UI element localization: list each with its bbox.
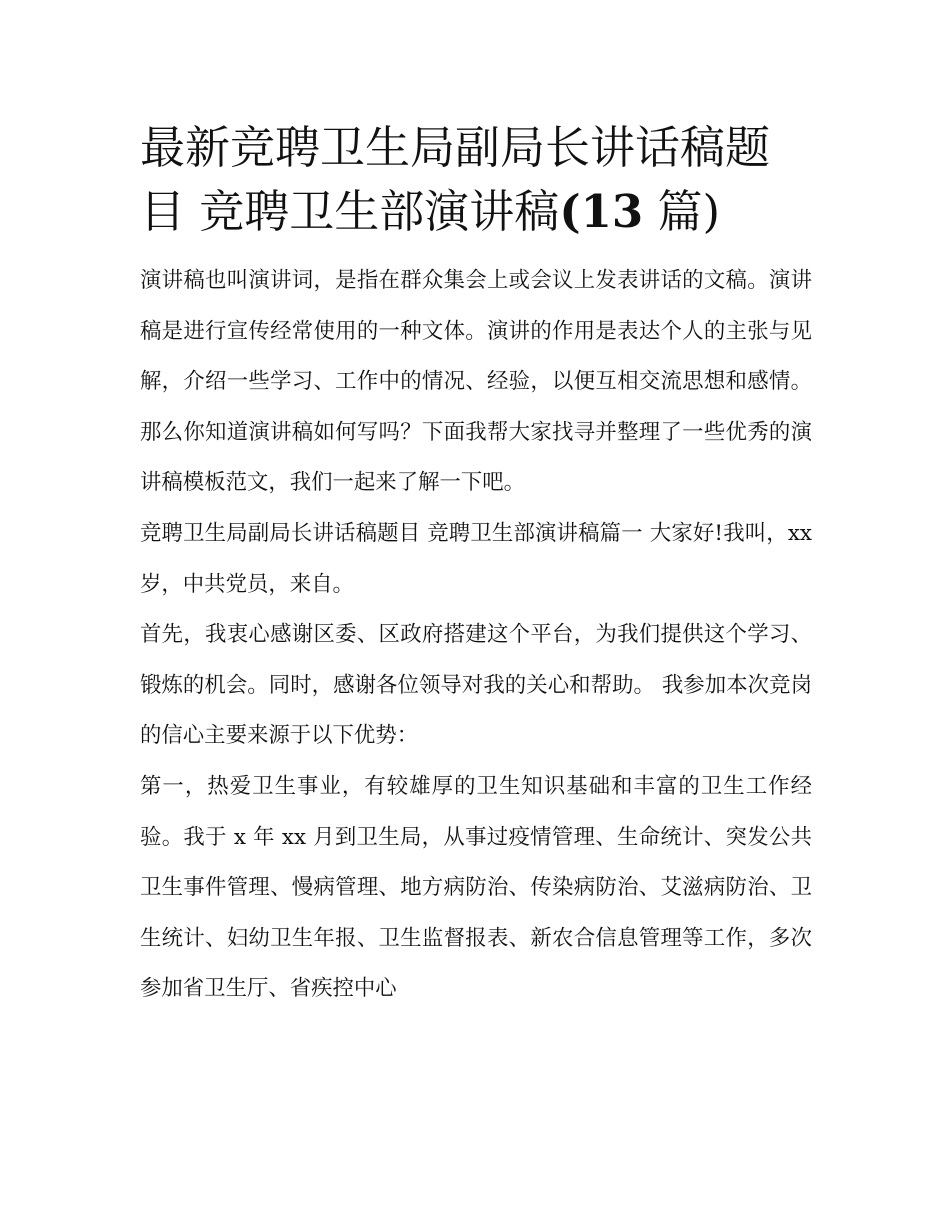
paragraph-intro: 演讲稿也叫演讲词，是指在群众集会上或会议上发表讲话的文稿。演讲稿是进行宣传经常使用的一种文体。演讲的作用是表达个人的主张与见解，介绍一些学习、工作中的情况、经验，以便互相交流思想和感情。那么你知道演讲稿如何写吗？下面我帮大家找寻并整理了一些优秀的演讲稿模板范文，我们一起来了解一下吧。 — [140, 268, 812, 496]
document-title — [140, 116, 812, 244]
paragraph-first-advantage: 第一，热爱卫生事业，有较雄厚的卫生知识基础和丰富的卫生工作经验。我于 x 年 xx 月到卫生局，从事过疫情管理、生命统计、突发公共卫生事件管理、慢病管理、地方病防治、传染病防治、艾滋病防治、卫生统计、妇幼卫生年报、卫生监督报表、新农合信息管理等工作，多次参加省卫生厅、省疾控中心 — [140, 773, 812, 1002]
document-body — [140, 116, 812, 1015]
title-text: 最新竞聘卫生局副局长讲话稿题目 竞聘卫生部演讲稿 — [140, 121, 771, 238]
paragraph-greeting: 竞聘卫生局副局长讲话稿题目 竞聘卫生部演讲稿篇一 大家好!我叫，xx 岁，中共党员，来自。 — [140, 520, 812, 597]
title-count: (13 — [559, 185, 644, 238]
paragraph-thanks: 首先，我衷心感谢区委、区政府搭建这个平台，为我们提供这个学习、锻炼的机会。同时，感谢各位领导对我的关心和帮助。 我参加本次竞岗的信心主要来源于以下优势： — [140, 622, 812, 749]
title-suffix: 篇) — [643, 185, 721, 238]
